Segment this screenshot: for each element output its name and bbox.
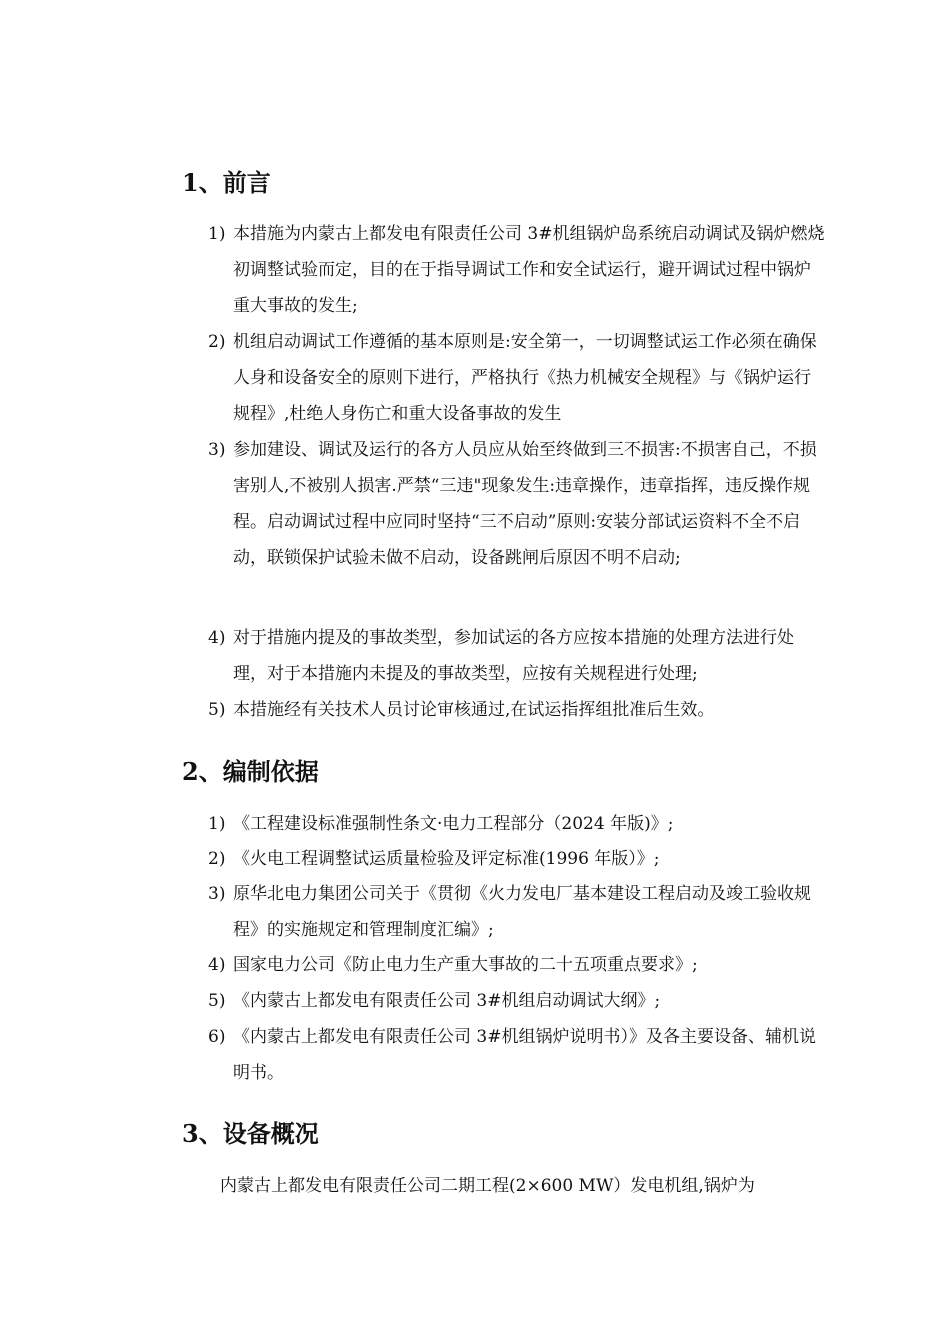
- item-number: 3): [208, 884, 226, 904]
- list-item: [208, 806, 826, 842]
- section-title-basis: 2、编制依据: [182, 757, 319, 786]
- item-text: 《内蒙古上都发电有限责任公司 3#机组启动调试大纲》;: [233, 991, 661, 1011]
- list-item: [208, 324, 826, 432]
- item-number: 2): [208, 849, 226, 869]
- item-number: 6): [208, 1027, 226, 1047]
- section-title-preface: 1、前言: [182, 168, 271, 197]
- item-text: 对于措施内提及的事故类型，参加试运的各方应按本措施的处理方法进行处理，对于本措施内未提及的事故类型，应按有关规程进行处理;: [233, 628, 794, 684]
- list-item: [208, 692, 826, 728]
- item-text: 参加建设、调试及运行的各方人员应从始至终做到三不损害:不损害自己，不损害别人,不被别人损害.严禁“三违"现象发生:违章操作，违章指挥，违反操作规程。启动调试过程中应同时坚持“三不启动”原则:安装分部试运资料不全不启动，联锁保护试验未做不启动，设备跳闸后原因不明不启动;: [233, 440, 817, 568]
- list-item: [208, 620, 826, 692]
- item-text: 本措施为内蒙古上都发电有限责任公司 3#机组锅炉岛系统启动调试及锅炉燃烧初调整试验而定，目的在于指导调试工作和安全试运行，避开调试过程中锅炉重大事故的发生;: [233, 224, 825, 316]
- item-number: 5): [208, 991, 226, 1011]
- item-text: 国家电力公司《防止电力生产重大事故的二十五项重点要求》;: [233, 955, 698, 975]
- item-text: 《工程建设标准强制性条文·电力工程部分（2024 年版)》;: [233, 814, 674, 834]
- item-text: 机组启动调试工作遵循的基本原则是:安全第一，一切调整试运工作必须在确保人身和设备安全的原则下进行，严格执行《热力机械安全规程》与《锅炉运行规程》,杜绝人身伤亡和重大设备事故的发生: [233, 332, 817, 424]
- item-text: 本措施经有关技术人员讨论审核通过,在试运指挥组批准后生效。: [233, 700, 715, 720]
- item-number: 5): [208, 700, 226, 720]
- item-number: 4): [208, 628, 226, 648]
- list-item: [208, 216, 826, 324]
- item-text: 原华北电力集团公司关于《贯彻《火力发电厂基本建设工程启动及竣工验收规程》的实施规定和管理制度汇编》;: [233, 884, 811, 940]
- section-title-equipment: 3、设备概况: [182, 1119, 319, 1148]
- item-number: 1): [208, 224, 226, 244]
- list-item: [208, 947, 826, 983]
- item-number: 1): [208, 814, 226, 834]
- item-number: 4): [208, 955, 226, 975]
- list-item: [208, 1019, 826, 1091]
- item-number: 2): [208, 332, 226, 352]
- list-item: [208, 983, 826, 1019]
- list-item: [208, 432, 826, 576]
- item-text: 《内蒙古上都发电有限责任公司 3#机组锅炉说明书）》及各主要设备、辅机说明书。: [233, 1027, 816, 1083]
- list-item: [208, 841, 826, 877]
- item-text: 《火电工程调整试运质量检验及评定标准(1996 年版）》;: [233, 849, 660, 869]
- item-number: 3): [208, 440, 226, 460]
- equipment-paragraph: 内蒙古上都发电有限责任公司二期工程(2×600 MW）发电机组,锅炉为: [220, 1176, 755, 1196]
- list-item: [208, 876, 826, 948]
